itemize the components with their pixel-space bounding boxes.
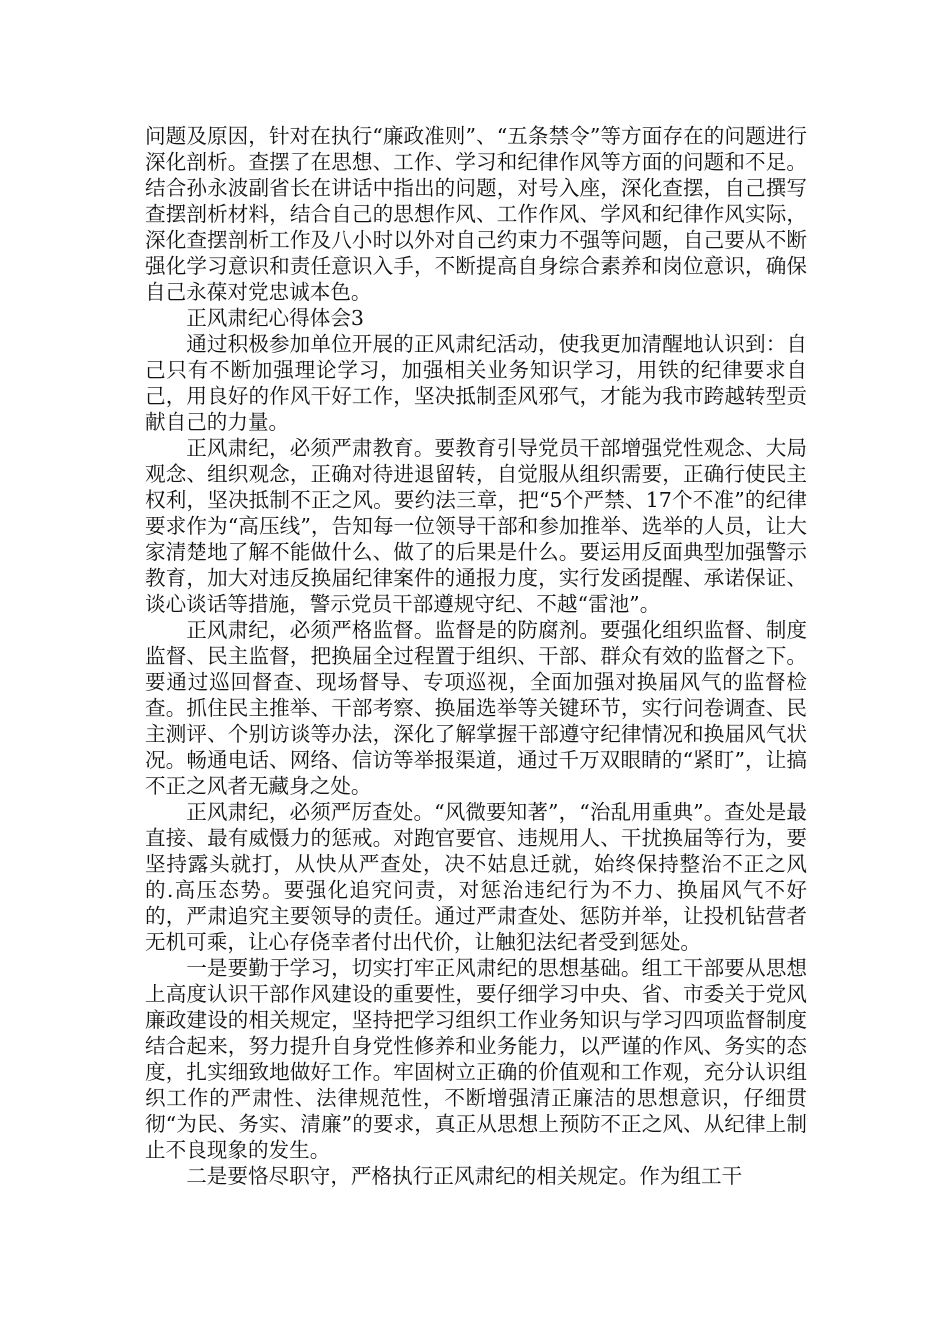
paragraph-5: 正风肃纪，必须严格监督。监督是的防腐剂。要强化组织监督、制度监督、民主监督，把换届全过程置于组织、干部、群众有效的监督之下。要通过巡回督查、现场督导、专项巡视，全面加强对换届风气的监督检查。抓住民主推举、干部考察、换届选举等关键环节，实行问卷调查、民主测评、个别访谈等办法，深化了解掌握干部遵守纪律情况和换届风气状况。畅通电话、网络、信访等举报渠道，通过千万双眼睛的“紧盯”，让搞不正之风者无藏身之处。 xyxy=(145,618,807,798)
paragraph-1: 问题及原因，针对在执行“廉政准则”、“五条禁令”等方面存在的问题进行深化剖析。查摆了在思想、工作、学习和纪律作风等方面的问题和不足。结合孙永波副省长在讲话中指出的问题，对号入座，深化查摆，自己撰写查摆剖析材料，结合自己的思想作风、工作作风、学风和纪律作风实际，深化查摆剖析工作及八小时以外对自己约束力不强等问题，自己要从不断强化学习意识和责任意识入手，不断提高自身综合素养和岗位意识，确保自己永葆对党忠诚本色。 xyxy=(145,124,807,304)
paragraph-4: 正风肃纪，必须严肃教育。要教育引导党员干部增强党性观念、大局观念、组织观念，正确对待进退留转，自觉服从组织需要，正确行使民主权利，坚决抵制不正之风。要约法三章，把“5个严禁、17个不准”的纪律要求作为“高压线”，告知每一位领导干部和参加推举、选举的人员，让大家清楚地了解不能做什么、做了的后果是什么。要运用反面典型加强警示教育，加大对违反换届纪律案件的通报力度，实行发函提醒、承诺保证、谈心谈话等措施，警示党员干部遵规守纪、不越“雷池”。 xyxy=(145,436,807,616)
paragraph-6: 正风肃纪，必须严厉查处。“风微要知著”，“治乱用重典”。查处是最直接、最有威慑力的惩戒。对跑官要官、违规用人、干扰换届等行为，要坚持露头就打，从快从严查处，决不姑息迁就，始终保持整治不正之风的.高压态势。要强化追究问责，对惩治违纪行为不力、换届风气不好的，严肃追究主要领导的责任。通过严肃查处、惩防并举，让投机钻营者无机可乘，让心存侥幸者付出代价，让触犯法纪者受到惩处。 xyxy=(145,800,807,954)
paragraph-7: 一是要勤于学习，切实打牢正风肃纪的思想基础。组工干部要从思想上高度认识干部作风建设的重要性，要仔细学习中央、省、市委关于党风廉政建设的相关规定，坚持把学习组织工作业务知识与学习四项监督制度结合起来，努力提升自身党性修养和业务能力，以严谨的作风、务实的态度，扎实细致地做好工作。牢固树立正确的价值观和工作观，充分认识组织工作的严肃性、法律规范性，不断增强清正廉洁的思想意识，仔细贯彻“为民、务实、清廉”的要求，真正从思想上预防不正之风、从纪律上制止不良现象的发生。 xyxy=(145,956,807,1162)
paragraph-3: 通过积极参加单位开展的正风肃纪活动，使我更加清醒地认识到：自己只有不断加强理论学习，加强相关业务知识学习，用铁的纪律要求自己，用良好的作风干好工作，坚决抵制歪风邪气，才能为我市跨越转型贡献自己的力量。 xyxy=(145,332,807,434)
document-body xyxy=(145,123,807,1189)
paragraph-8: 二是要恪尽职守，严格执行正风肃纪的相关规定。作为组工干 xyxy=(186,1164,743,1188)
section-heading: 正风肃纪心得体会3 xyxy=(186,306,365,330)
